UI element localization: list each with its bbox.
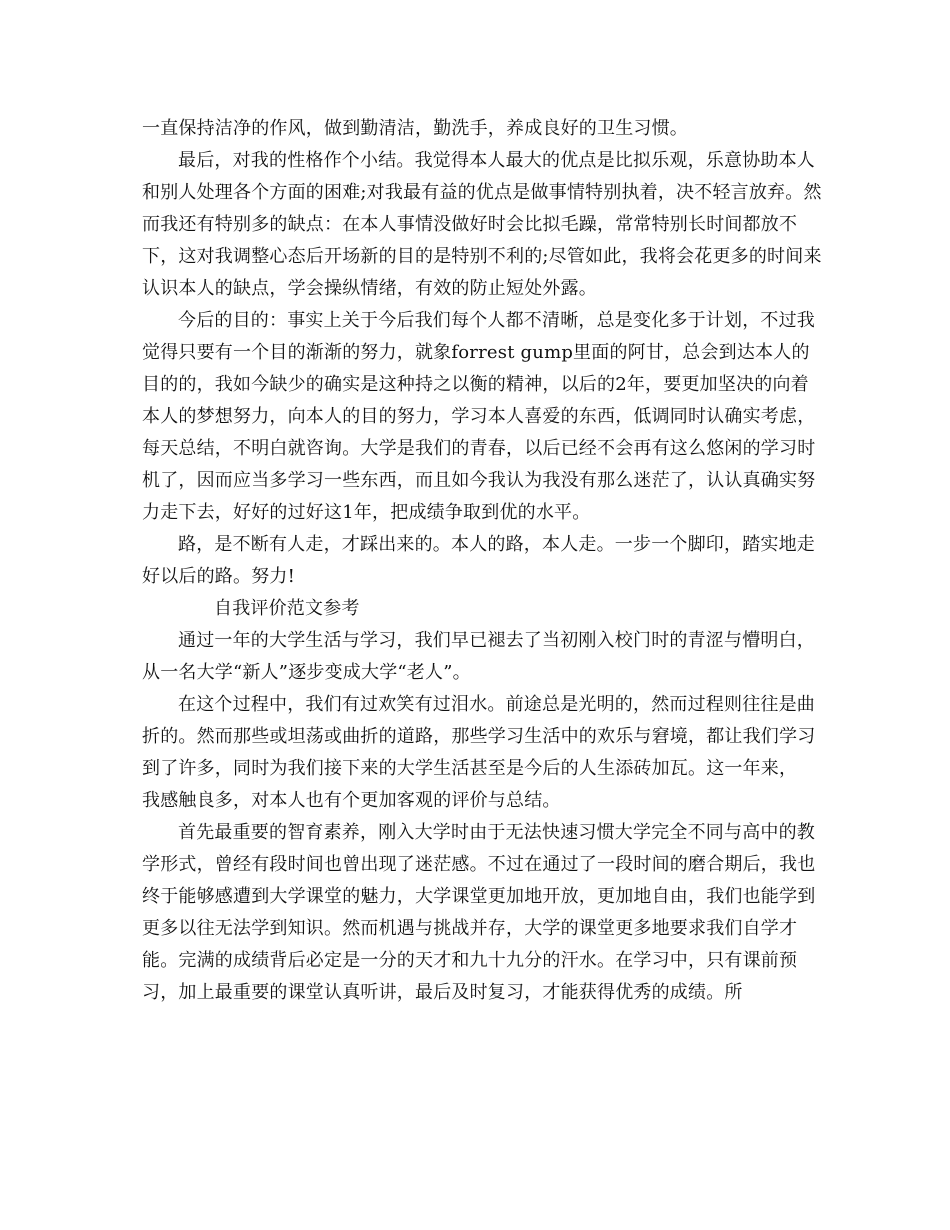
paragraph-process-reflection: 在这个过程中，我们有过欢笑有过泪水。前途总是光明的，然而过程则往往是曲折的。然而那些或坦荡或曲折的道路，那些学习生活中的欢乐与窘境，都让我们学习到了许多，同时为我们接下来的大学生活甚至是今后的人生添砖加瓦。这一年来， 我感触良多，对本人也有个更加客观的评价与总结。 — [142, 694, 816, 811]
paragraph-road-ahead: 路，是不断有人走，才踩出来的。本人的路，本人走。一步一个脚印，踏实地走好以后的路。努力! — [142, 534, 815, 587]
document-body — [142, 113, 822, 1009]
paragraph-intellectual-quality: 首先最重要的智育素养，刚入大学时由于无法快速习惯大学完全不同与高中的教学形式，曾经有段时间也曾出现了迷茫感。不过在通过了一段时间的磨合期后，我也终于能够感遭到大学课堂的魅力，大学课堂更加地开放，更加地自由，我们也能学到更多以往无法学到知识。然而机遇与挑战并存，大学的课堂更多地要求我们自学才能。完满的成绩背后必定是一分的天才和九十九分的汗水。在学习中，只有课前预习，加上最重要的课堂认真听讲，最后及时复习，才能获得优秀的成绩。所 — [142, 822, 816, 1003]
paragraph-personality-summary: 最后，对我的性格作个小结。我觉得本人最大的优点是比拟乐观，乐意协助本人和别人处理各个方面的困难;对我最有益的优点是做事情特别执着，决不轻言放弃。然而我还有特别多的缺点：在本人事情没做好时会比拟毛躁，常常特别长时间都放不下，这对我调整心态后开场新的目的是特别不利的;尽管如此，我将会花更多的时间来认识本人的缺点，学会操纵情绪，有效的防止短处外露。 — [142, 150, 822, 299]
paragraph-future-goals: 今后的目的：事实上关于今后我们每个人都不清晰，总是变化多于计划，不过我觉得只要有一个目的渐渐的努力，就象forrest gump里面的阿甘，总会到达本人的目的的，我如今缺少的确实是这种持之以衡的精神，以后的2年，要更加坚决的向着本人的梦想努力，向本人的目的努力，学习本人喜爱的东西，低调同时认确实考虑，每天总结，不明白就咨询。大学是我们的青春，以后已经不会再有这么悠闲的学习时机了，因而应当多学习一些东西，而且如今我认为我没有那么迷茫了，认认真确实努力走下去，好好的过好这1年，把成绩争取到优的水平。 — [142, 310, 816, 523]
paragraph-one-year-study: 通过一年的大学生活与学习，我们早已褪去了当初刚入校门时的青涩与懵明白，从一名大学“新人”逐步变成大学“老人”。 — [142, 630, 815, 683]
section-heading: 自我评价范文参考 — [214, 598, 360, 619]
paragraph-hygiene-ending: 一直保持洁净的作风，做到勤清洁，勤洗手，养成良好的卫生习惯。 — [142, 118, 688, 139]
